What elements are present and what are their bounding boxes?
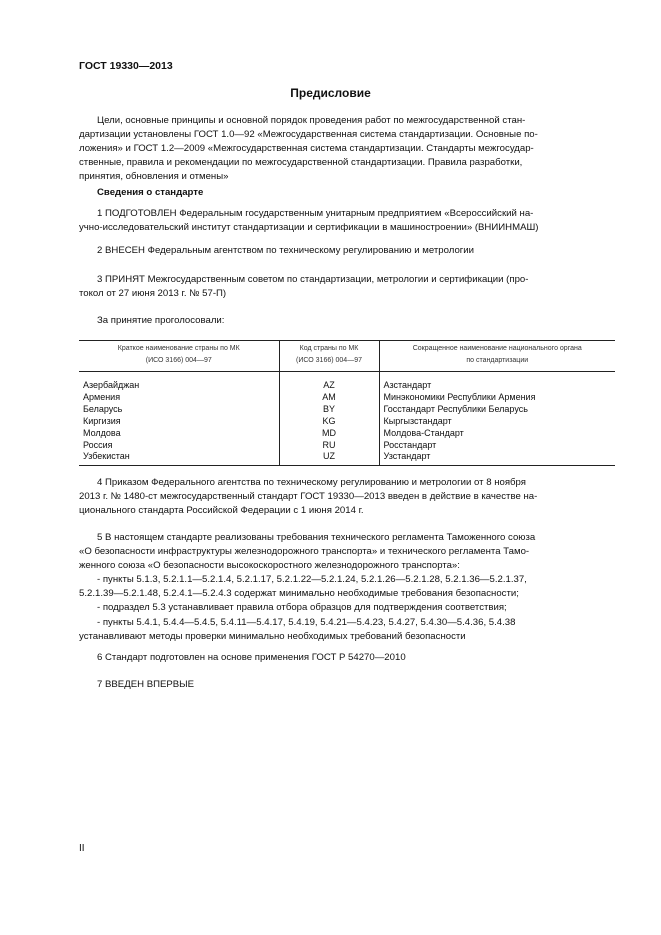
cell-body: Молдова-Стандарт: [379, 428, 615, 440]
cell-country: Киргизия: [83, 415, 121, 426]
item-1-paragraph: [79, 207, 615, 235]
cell-country: Россия: [83, 439, 113, 450]
voting-table: [79, 340, 615, 466]
intro-line: ложения» и ГОСТ 1.2—2009 «Межгосударственная система стандартизации. Стандарты межгосудар-: [79, 143, 534, 155]
table-row: [79, 428, 615, 440]
item-4-paragraph: [79, 476, 615, 518]
cell-code: AM: [279, 392, 379, 404]
cell-code: MD: [279, 428, 379, 440]
item-1-line: учно-исследовательский институт стандартизации и сертификации в машиностроении» (ВНИИНМАШ): [79, 222, 539, 234]
cell-body: Минэкономики Республики Армения: [379, 392, 615, 404]
cell-code: UZ: [279, 451, 379, 465]
item-5-line: 5 В настоящем стандарте реализованы требования технического регламента Таможенного союза: [97, 532, 536, 543]
item-5-paragraph: [79, 531, 615, 644]
item-3-line: 3 ПРИНЯТ Межгосударственным советом по стандартизации, метрологии и сертификации (про-: [97, 274, 529, 285]
table-row: [79, 372, 615, 392]
header-body: Сокращенное наименование национального органа по стандартизации: [379, 341, 615, 372]
table-header-row: [79, 341, 615, 372]
cell-code: AZ: [279, 372, 379, 392]
cell-code: RU: [279, 440, 379, 452]
cell-body: Росстандарт: [379, 440, 615, 452]
item-3-paragraph: [79, 273, 615, 301]
item-2-paragraph: [79, 244, 615, 258]
item-5-line: женного союза «О безопасности высокоскоростного железнодорожного транспорта»:: [79, 560, 460, 572]
section-heading: Сведения о стандарте: [97, 187, 204, 198]
intro-line: дартизации установлены ГОСТ 1.0—92 «Межгосударственная система стандартизации. Основные по-: [79, 129, 538, 141]
item-7-line: 7 ВВЕДЕН ВПЕРВЫЕ: [97, 679, 195, 690]
cell-country: Молдова: [83, 427, 121, 438]
vote-intro: За принятие проголосовали:: [97, 315, 225, 326]
table-row: [79, 416, 615, 428]
item-7-paragraph: [79, 678, 615, 692]
item-6-paragraph: [79, 651, 615, 665]
item-5-line: - пункты 5.1.3, 5.2.1.1—5.2.1.4, 5.2.1.17, 5.2.1.22—5.2.1.24, 5.2.1.26—5.2.1.28, 5.2.1.36—5.2.1.37,: [97, 574, 527, 586]
cell-country: Узбекистан: [79, 451, 279, 465]
item-2-line: 2 ВНЕСЕН Федеральным агентством по техническому регулированию и метрологии: [97, 245, 475, 256]
item-1-line: 1 ПОДГОТОВЛЕН Федеральным государственным унитарным предприятием «Всероссийский на-: [97, 208, 534, 219]
cell-body: Кыргызстандарт: [379, 416, 615, 428]
table-row: [79, 404, 615, 416]
table-row: [79, 440, 615, 452]
document-code: ГОСТ 19330—2013: [79, 60, 173, 72]
cell-country: Азербайджан: [83, 380, 140, 390]
header-country: Краткое наименование страны по МК (ИСО 3166) 004—97: [79, 341, 279, 372]
cell-body: Узстандарт: [379, 451, 615, 465]
page-title: Предисловие: [290, 86, 371, 100]
item-5-line: устанавливают методы проверки минимально необходимых требований безопасности: [79, 630, 466, 642]
table-row: [79, 451, 615, 465]
item-5-line: - пункты 5.4.1, 5.4.4—5.4.5, 5.4.11—5.4.17, 5.4.19, 5.4.21—5.4.23, 5.4.27, 5.4.30—5.4.36, 5.4.38: [97, 616, 516, 628]
header-code: Код страны по МК (ИСО 3166) 004—97: [279, 341, 379, 372]
item-5-line: 5.2.1.39—5.2.1.48, 5.2.4.1—5.2.4.3 содержат минимально необходимые требования безопасности;: [79, 588, 519, 600]
cell-body: Азстандарт: [379, 372, 615, 392]
page-number: II: [79, 843, 85, 854]
item-5-line: «О безопасности инфраструктуры железнодорожного транспорта» и технического регламента Тамо-: [79, 546, 530, 558]
item-5-line: - подраздел 5.3 устанавливает правила отбора образцов для подтверждения соответствия;: [97, 602, 507, 614]
intro-line: ственные, правила и рекомендации по межгосударственной стандартизации. Правила разработки,: [79, 157, 523, 169]
item-4-line: 4 Приказом Федерального агентства по техническому регулированию и метрологии от 8 ноября: [97, 477, 526, 488]
cell-code: KG: [279, 416, 379, 428]
item-4-line: ционального стандарта Российской Федерации с 1 июня 2014 г.: [79, 505, 364, 517]
item-3-line: токол от 27 июня 2013 г. № 57-П): [79, 288, 227, 300]
table-row: [79, 392, 615, 404]
cell-body: Госстандарт Республики Беларусь: [379, 404, 615, 416]
intro-line: Цели, основные принципы и основной порядок проведения работ по межгосударственной стан-: [97, 115, 526, 126]
cell-country: Армения: [83, 391, 121, 402]
intro-paragraph: [79, 114, 615, 184]
item-4-line: 2013 г. № 1480-ст межгосударственный стандарт ГОСТ 19330—2013 введен в действие в качестве на-: [79, 491, 538, 503]
item-6-line: 6 Стандарт подготовлен на основе применения ГОСТ Р 54270—2010: [97, 652, 406, 663]
cell-country: Беларусь: [83, 403, 123, 414]
cell-code: BY: [279, 404, 379, 416]
intro-line: принятия, обновления и отмены»: [79, 171, 229, 183]
